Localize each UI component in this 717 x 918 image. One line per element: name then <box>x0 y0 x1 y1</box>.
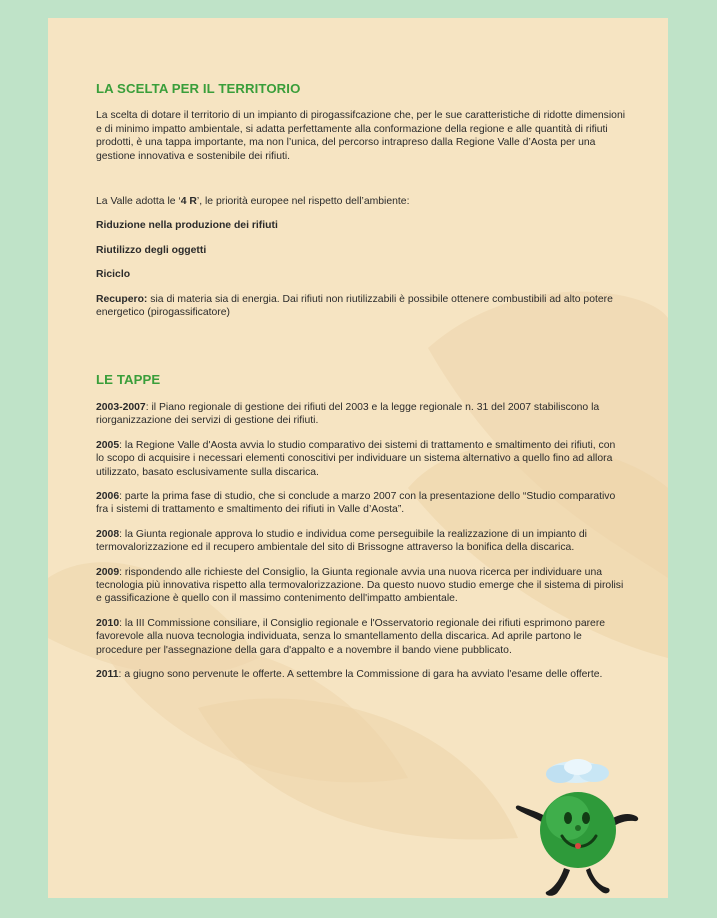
intro-paragraph: La scelta di dotare il territorio di un impianto di pirogassifcazione che, per le sue caratteristiche di ridotte dimensioni e di minimo impatto ambientale, si adatta perfettamente alla conformazione della regione e alle quantità di rifiuti prodotti, è una tappa importante, ma non l’unica, del percorso intrapreso dalla Regione Valle d’Aosta per una gestione innovativa e sostenibile dei rifiuti. <box>96 110 626 162</box>
r-riciclo: Riciclo <box>96 269 131 281</box>
milestone-item: 2010: la III Commissione consiliare, il Consiglio regionale e l'Osservatorio regionale dei rifiuti esprimono parere favorevole alla nuova tecnologia individuata, senza lo smantellamento della discarica. Ad aprile partono le procedure per l'assegnazione della gara d'appalto e a novembre il bando viene pubblicato. <box>96 617 606 656</box>
r-riutilizzo: Riutilizzo degli oggetti <box>96 244 207 256</box>
milestone-item: 2008: la Giunta regionale approva lo studio e individua come perseguibile la realizzazione di un impianto di termovalorizzazione ed il recupero ambientale del sito di Brissogne attraverso la bonifica della discarica. <box>96 528 587 554</box>
milestone-item: 2006: parte la prima fase di studio, che si conclude a marzo 2007 con la presentazione dello “Studio comparativo fra i sistemi di trattamento e smaltimento dei rifiuti in Valle d’Aosta”. <box>96 490 616 516</box>
green-smiling-mascot-icon <box>510 758 645 900</box>
milestone-item: 2009: rispondendo alle richieste del Consiglio, la Giunta regionale avvia una nuova ricerca per individuare una tecnologia più innovativa rispetto alla termovalorizzazione. Da questo nuovo studio emerge che il sistema di pirolisi e gassificazione è quello con il massimo contenimento dell'impatto ambientale. <box>96 566 624 605</box>
section-title-territorio: LA SCELTA PER IL TERRITORIO <box>96 81 301 96</box>
milestone-item: 2011: a giugno sono pervenute le offerte. A settembre la Commissione di gara ha avviato l'esame delle offerte. <box>96 668 603 680</box>
r-riduzione: Riduzione nella produzione dei rifiuti <box>96 220 278 232</box>
four-r-lead: La Valle adotta le ‘4 R’, le priorità europee nel rispetto dell’ambiente: <box>96 196 410 208</box>
document-body <box>96 82 626 681</box>
r-recupero: Recupero: sia di materia sia di energia. Dai rifiuti non riutilizzabili è possibile ottenere combustibili ad alto potere energetico (pirogassificatore) <box>96 293 613 319</box>
milestone-item: 2003-2007: il Piano regionale di gestione dei rifiuti del 2003 e la legge regionale n. 31 del 2007 stabiliscono la riorganizzazione dei servizi di gestione dei rifiuti. <box>96 401 600 427</box>
section-title-tappe: LE TAPPE <box>96 372 161 388</box>
milestone-item: 2005: la Regione Valle d'Aosta avvia lo studio comparativo dei sistemi di trattamento e smaltimento dei rifiuti, con lo scopo di acquisire i necessari elementi conoscitivi per individuare un sistema alternativo a quello fino ad allora utilizzato, basato esclusivamente sulla discarica. <box>96 439 616 478</box>
